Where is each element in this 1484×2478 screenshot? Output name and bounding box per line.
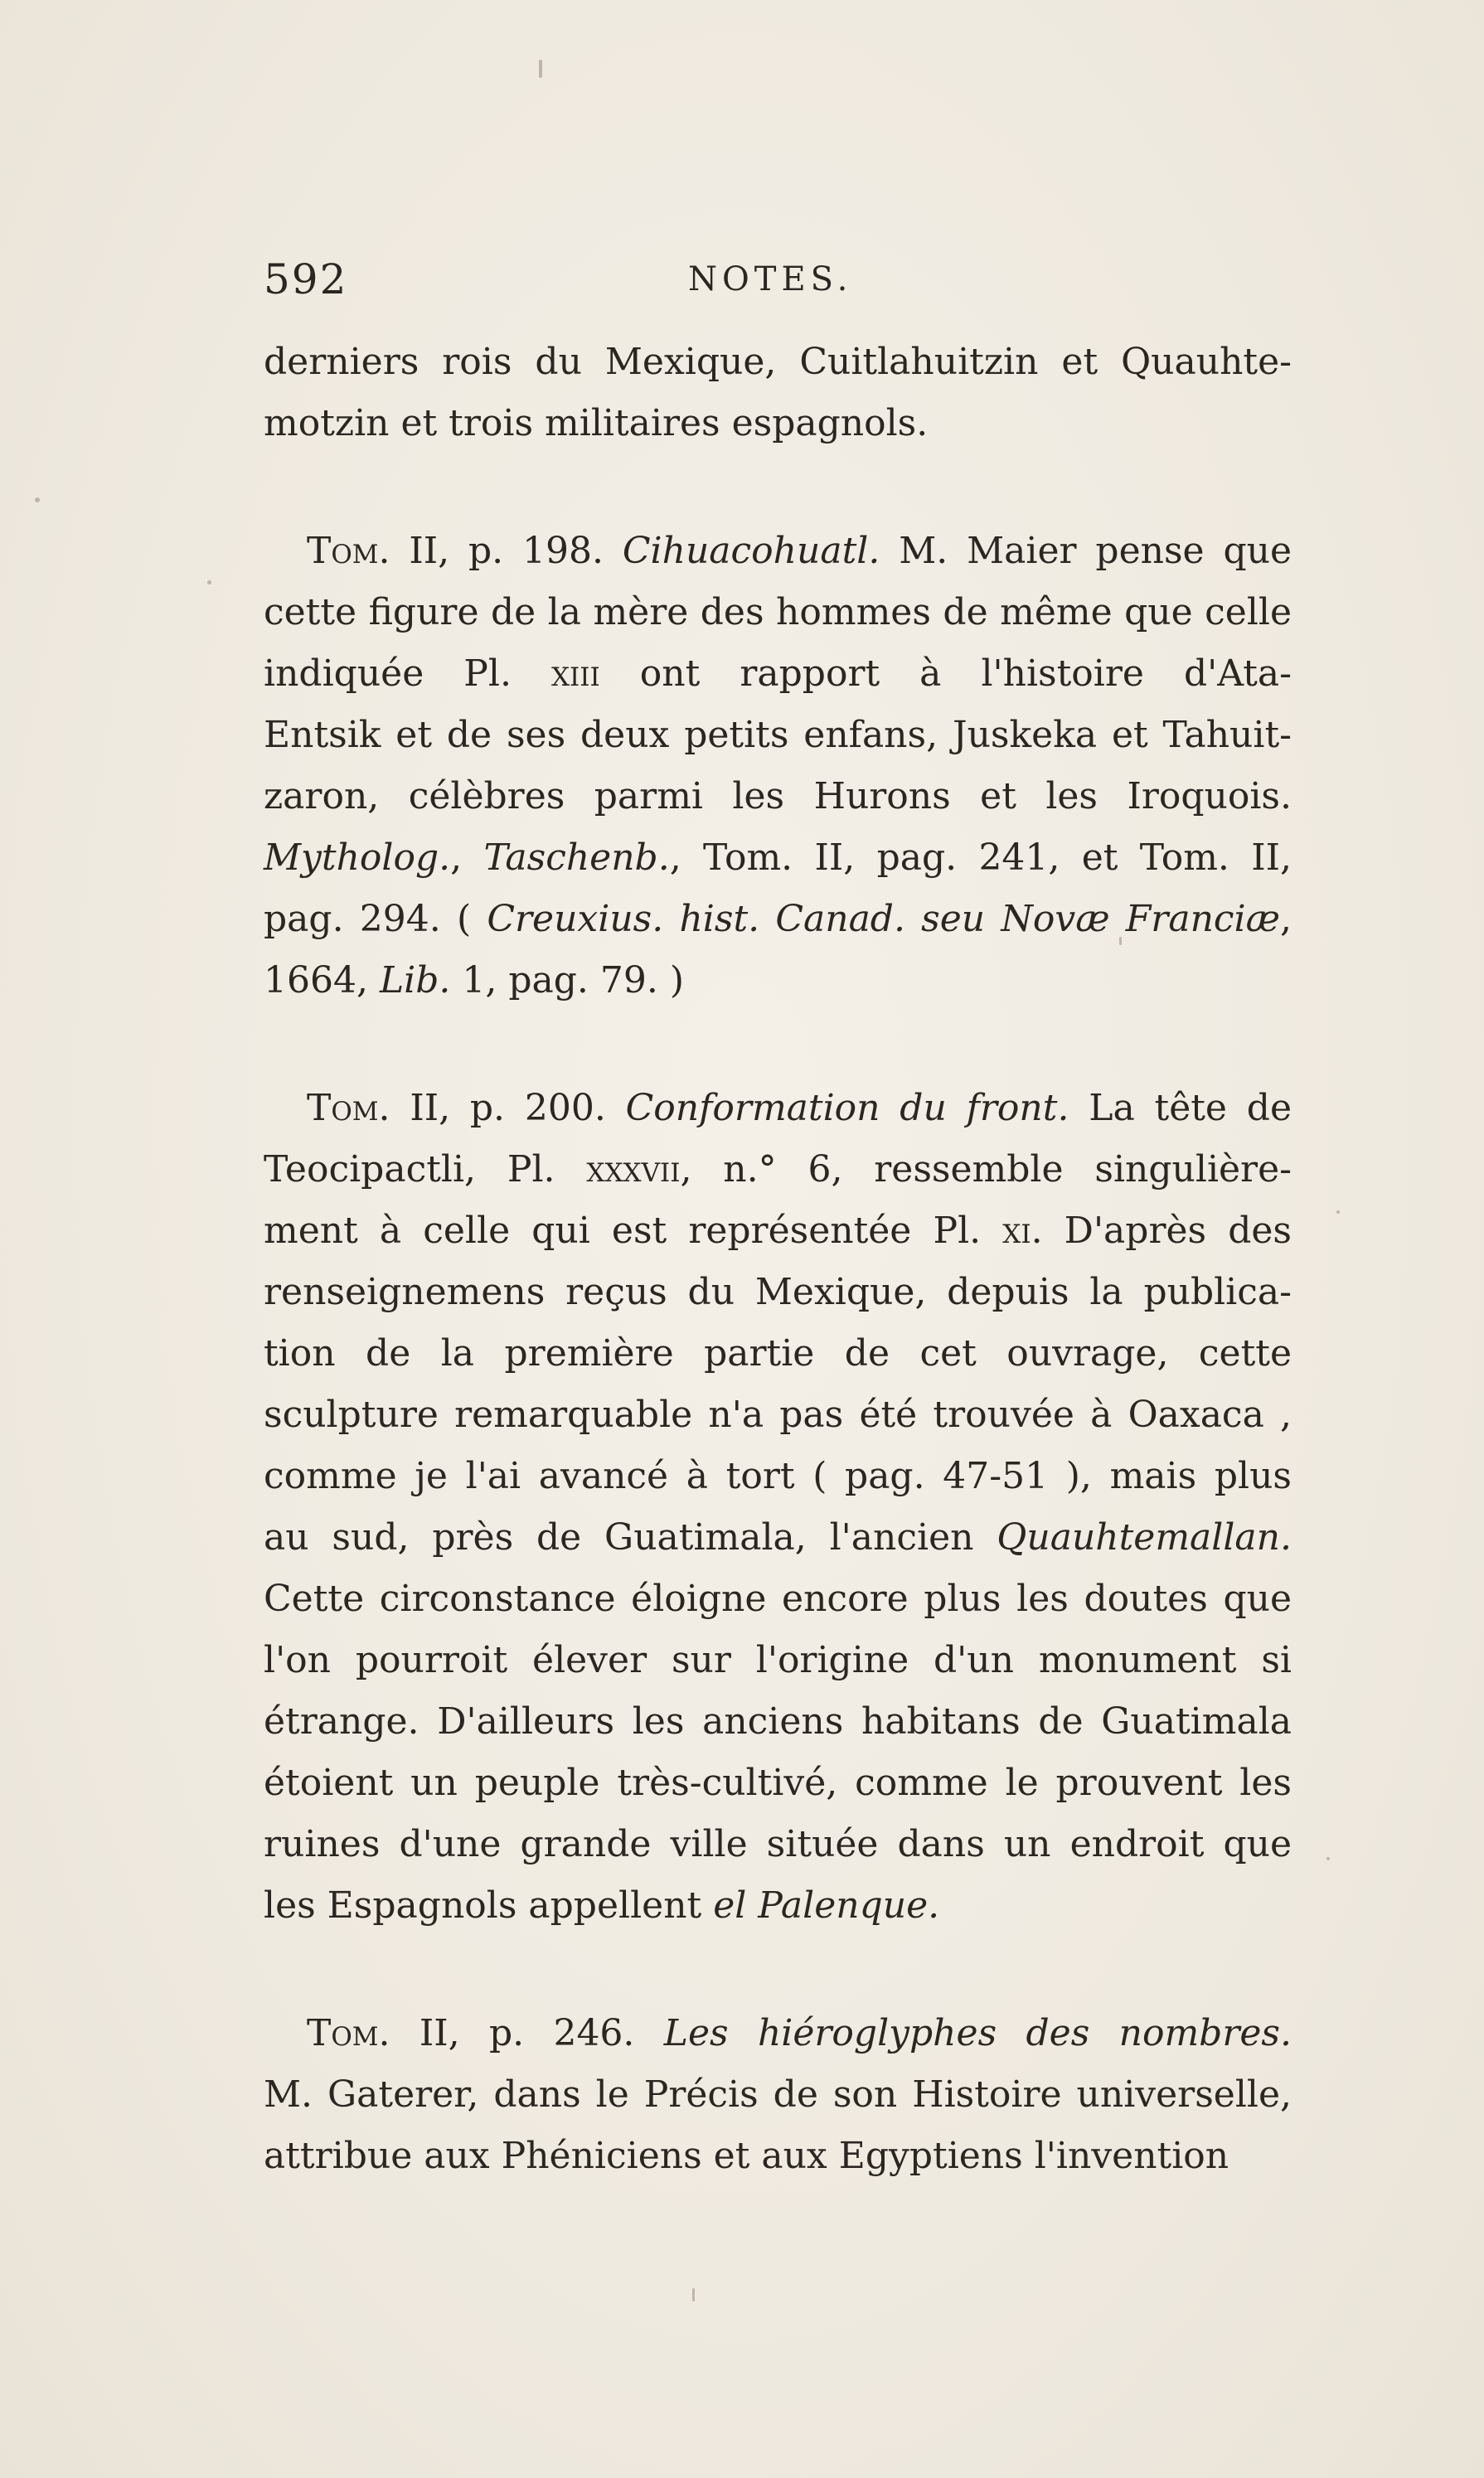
text-run: Cette circonstance éloigne encore plus les doutes que [264,1578,1292,1620]
text-run: étrange. D'ailleurs les anciens habitans de Guatimala [264,1700,1292,1743]
text-line [264,1814,1292,1875]
paragraph [264,521,1292,1011]
text-run: II, p. 246. [390,2012,664,2054]
text-run: ont rapport à l'histoire d'Ata- [599,652,1292,695]
text-run: ment à celle qui est représentée Pl. [264,1210,1003,1252]
italic-run: Creuxius. hist. Canad. seu Novæ Franciæ [487,898,1280,940]
text-line [264,950,1292,1011]
text-line [264,1078,1292,1139]
text-run: Teocipactli, Pl. [264,1148,587,1191]
italic-run: Conformation du front. [625,1087,1069,1129]
text-run: , [1280,898,1292,940]
paragraph [264,332,1292,454]
paragraph-gap [264,1937,1292,2003]
text-line [264,1691,1292,1753]
text-run: pag. 294. ( [264,898,487,940]
text-run: La tête de [1069,1087,1292,1129]
running-head: NOTES. [688,260,853,298]
text-run: 1, pag. 79. ) [450,959,685,1001]
paragraph-gap [264,454,1292,521]
text-run: étoient un peuple très-cultivé, comme le prouvent les [264,1762,1292,1804]
text-line [264,1139,1292,1200]
text-line [264,1446,1292,1507]
text-run: l'on pourroit élever sur l'origine d'un monument si [264,1639,1292,1681]
text-run: ruines d'une grande ville située dans un endroit que [264,1823,1292,1865]
italic-run: Mytholog. [264,837,451,879]
text-line [264,1323,1292,1384]
text-line [264,2126,1292,2187]
text-line [264,643,1292,705]
text-run: renseignemens reçus du Mexique, depuis la publica- [264,1271,1292,1313]
text-run: , [450,837,484,879]
text-run: II, p. 200. [390,1087,626,1129]
paragraph [264,2003,1292,2187]
text-line [264,582,1292,643]
text-run: M. Maier pense que [880,530,1292,572]
text-run: zaron, célèbres parmi les Hurons et les Iroquois. [264,775,1292,817]
text-run: , n.° 6, ressemble singulière- [680,1148,1292,1191]
text-line [264,889,1292,950]
text-line [264,827,1292,889]
text-run: tion de la première partie de cet ouvrage, cette [264,1332,1292,1375]
text-line [264,1507,1292,1569]
paragraph-gap [264,1011,1292,1078]
text-line [264,2003,1292,2064]
italic-run: Taschenb. [483,837,670,879]
small-caps-run: Tom. [307,1087,390,1129]
text-line [264,1569,1292,1630]
text-line [264,1262,1292,1323]
page-number: 592 [264,255,348,303]
text-run: cette figure de la mère des hommes de même que celle [264,591,1292,633]
text-line [264,705,1292,766]
small-caps-run: Tom. [307,2012,390,2054]
text-run: . D'après des [1031,1210,1292,1252]
text-run: sculpture remarquable n'a pas été trouvée à Oaxaca , [264,1394,1292,1436]
text-line [264,332,1292,393]
text-run: derniers rois du Mexique, Cuitlahuitzin et Quauhte- [264,341,1292,383]
small-caps-run: Tom. [307,530,390,572]
italic-run: el Palenque. [713,1884,940,1927]
text-run: indiquée Pl. [264,652,551,695]
text-run: au sud, près de Guatimala, l'ancien [264,1516,997,1559]
text-run: motzin et trois militaires espagnols. [264,402,929,444]
text-run: , Tom. II, pag. 241, et Tom. II, [669,837,1292,879]
small-caps-run: xi [1002,1210,1031,1252]
italic-run: Quauhtemallan. [997,1516,1292,1559]
text-line [264,393,1292,454]
body-text [264,332,1292,2187]
italic-run: Cihuacohuatl. [622,530,880,572]
text-line [264,1875,1292,1937]
small-caps-run: xiii [550,652,600,695]
text-line [264,1384,1292,1446]
text-run: 1664, [264,959,380,1001]
text-line [264,2064,1292,2126]
text-run: II, p. 198. [390,530,623,572]
italic-run: Lib. [379,959,451,1001]
text-run: M. Gaterer, dans le Précis de son Histoire universelle, [264,2073,1292,2116]
text-run: les Espagnols appellent [264,1884,714,1927]
text-line [264,766,1292,827]
page-header [264,255,1292,305]
text-run: attribue aux Phéniciens et aux Egyptiens l'invention [264,2135,1229,2177]
text-line [264,1200,1292,1262]
text-line [264,521,1292,582]
italic-run: Les hiéroglyphes des nombres. [663,2012,1292,2054]
paragraph [264,1078,1292,1937]
small-caps-run: xxxvii [586,1148,681,1191]
text-line [264,1630,1292,1691]
text-line [264,1753,1292,1814]
text-run: comme je l'ai avancé à tort ( pag. 47-51 ), mais plus [264,1455,1292,1497]
text-run: Entsik et de ses deux petits enfans, Juskeka et Tahuit- [264,714,1292,756]
